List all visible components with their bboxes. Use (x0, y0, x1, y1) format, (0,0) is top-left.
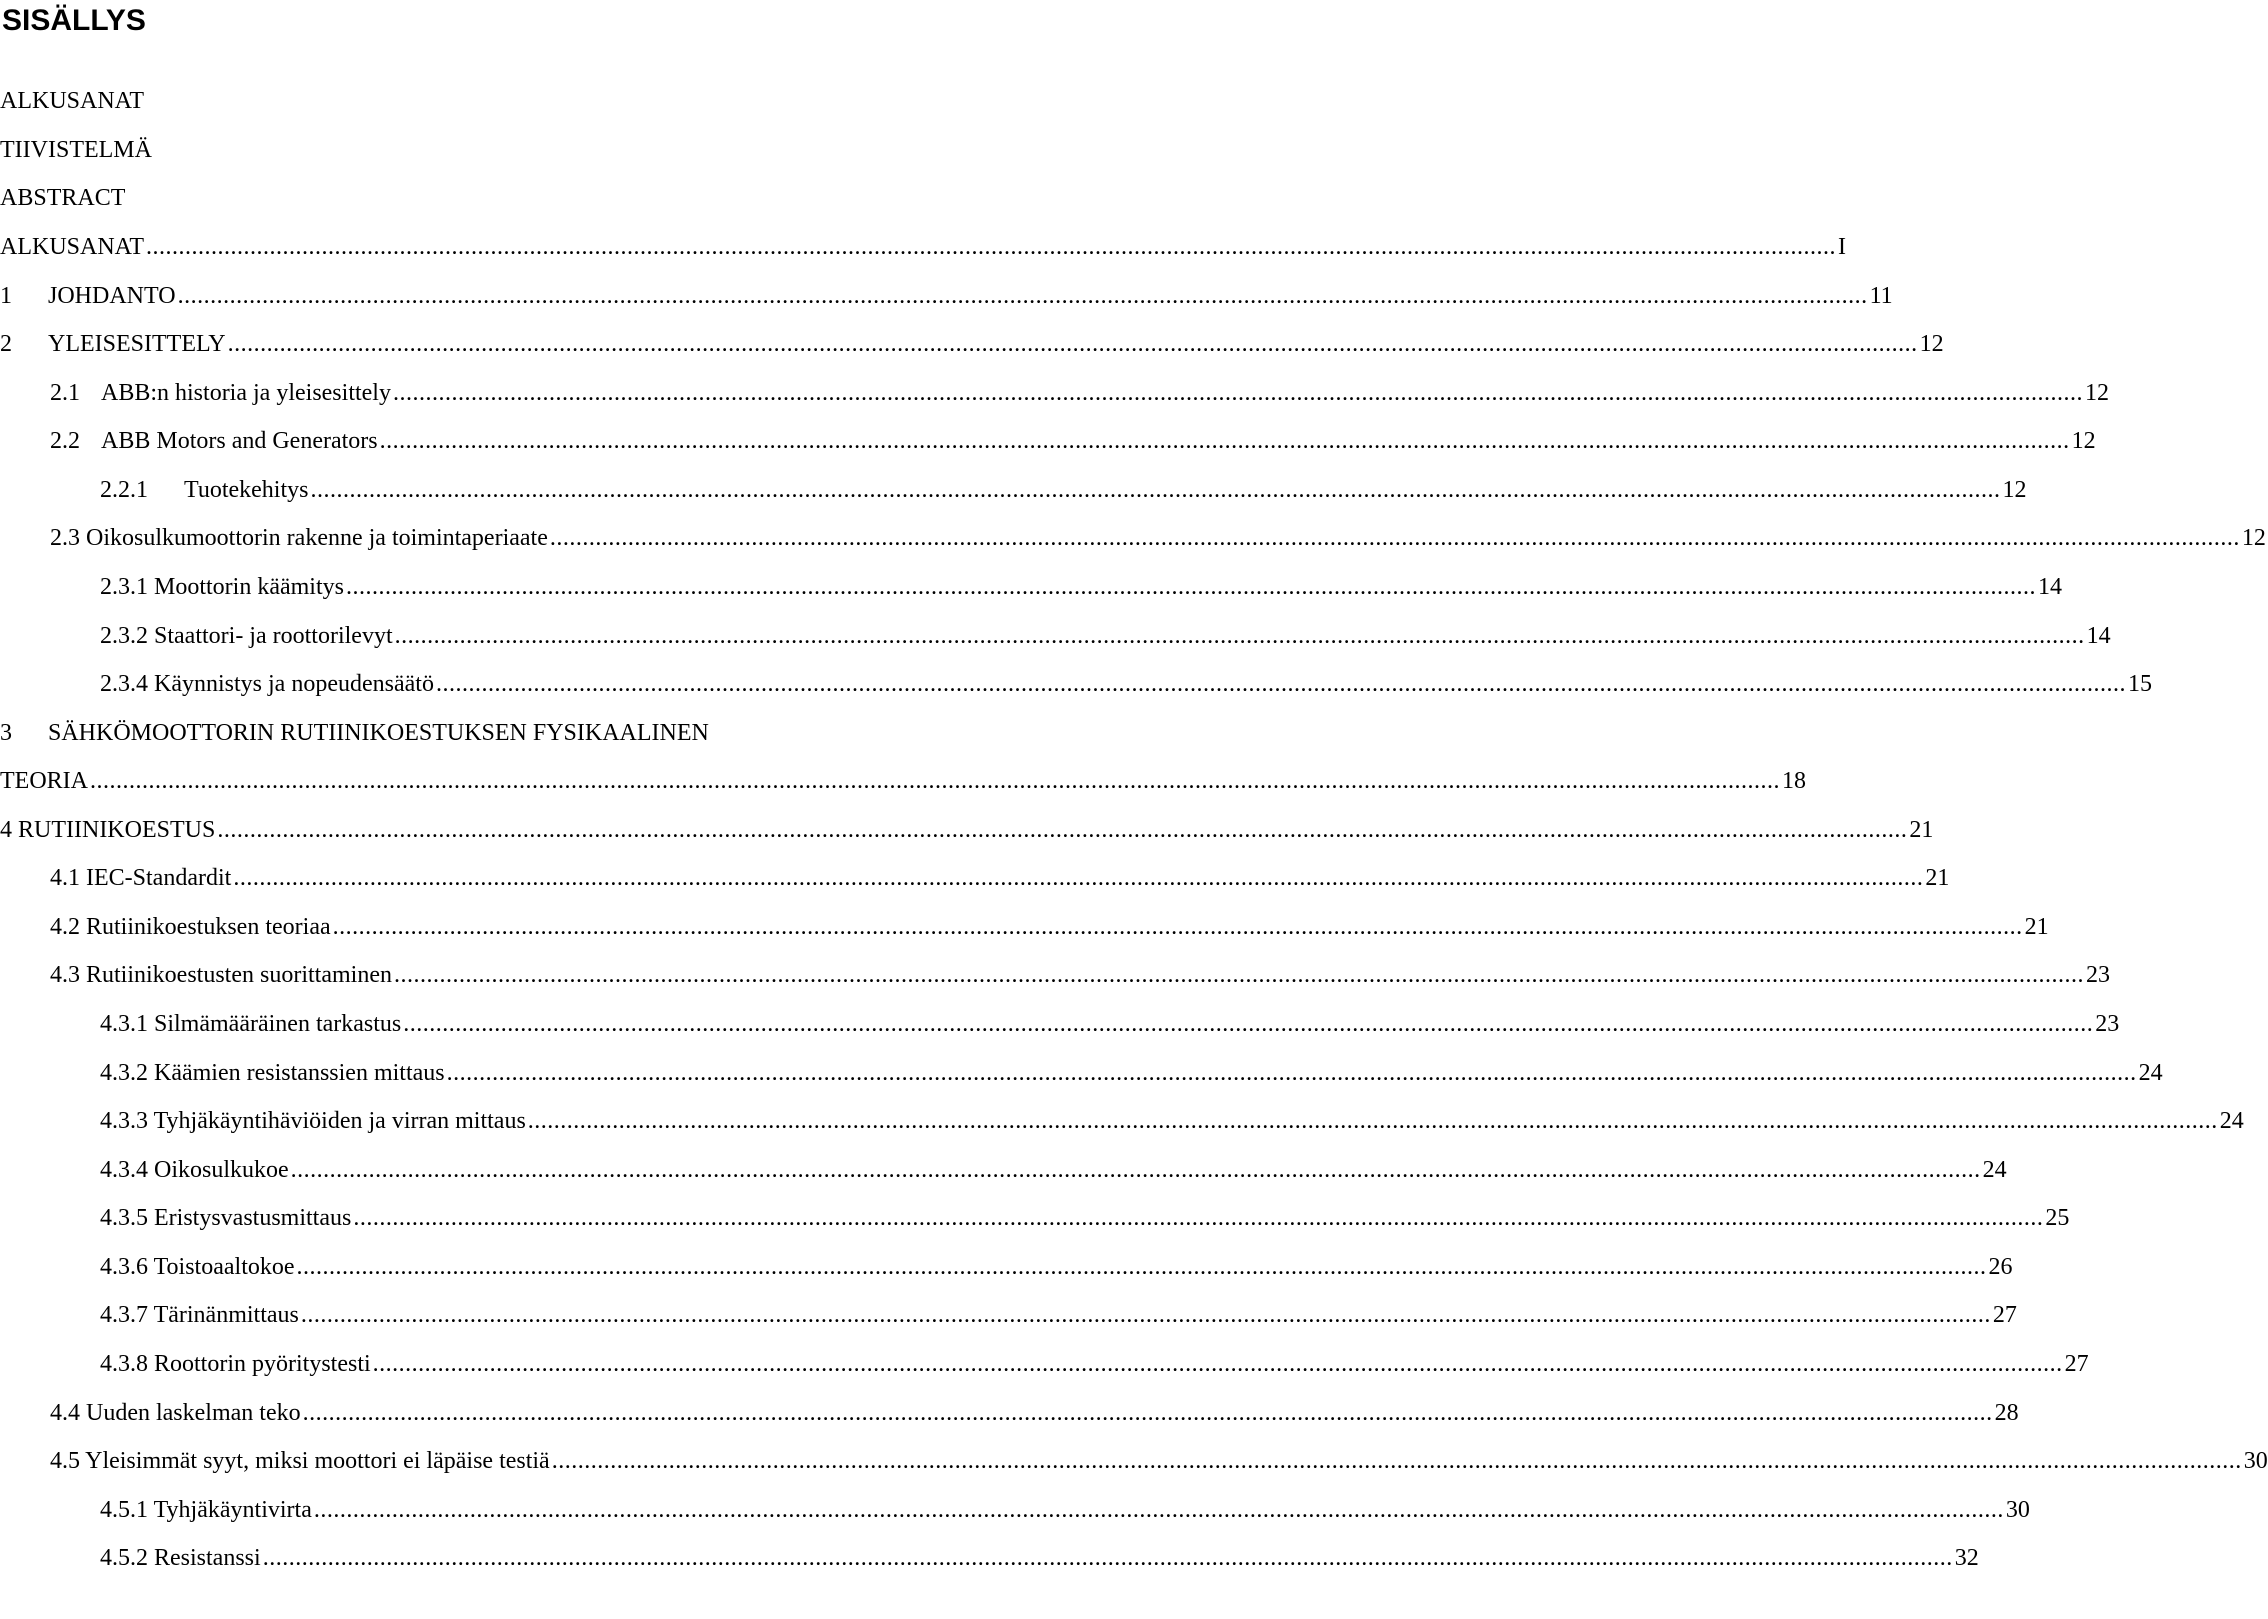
toc-page-number: 23 (2095, 1011, 2120, 1037)
toc-page-number: 24 (2219, 1108, 2244, 1134)
toc-number: 2.1 (50, 380, 80, 406)
toc-page-number: 21 (1925, 865, 1950, 891)
toc-leader-dots: .................................................................................................................................................................................................................................................................... (379, 428, 2070, 454)
toc-front-tiivistelma (0, 134, 600, 166)
toc-leader-dots: .................................................................................................................................................................................................................................................................... (446, 1060, 2137, 1086)
toc-leader-dots: .................................................................................................................................................................................................................................................................... (332, 914, 2023, 940)
toc-leader-dots: .................................................................................................................................................................................................................................................................... (233, 865, 1924, 891)
toc-entry[interactable] (0, 231, 1846, 263)
toc-label: 4.3.2 Käämien resistanssien mittaus (100, 1060, 445, 1086)
toc-label: JOHDANTO (48, 283, 176, 309)
toc-page-number: 32 (1954, 1545, 1979, 1571)
toc-number: 1 (0, 283, 12, 309)
toc-page-number: 15 (2127, 671, 2152, 697)
toc-leader-dots: .................................................................................................................................................................................................................................................................... (392, 380, 2083, 406)
toc-label: ABB Motors and Generators (101, 428, 378, 454)
toc-leader-dots: .................................................................................................................................................................................................................................................................... (296, 1254, 1987, 1280)
toc-leader-dots: .................................................................................................................................................................................................................................................................... (394, 623, 2085, 649)
toc-leader-dots: .................................................................................................................................................................................................................................................................... (549, 525, 2240, 551)
toc-page-number: 14 (2086, 623, 2111, 649)
toc-label: 4.5.1 Tyhjäkäyntivirta (100, 1497, 312, 1523)
toc-number: 2.2 (50, 428, 80, 454)
toc-entry[interactable] (100, 1348, 2089, 1380)
toc-page-number: 24 (1982, 1157, 2007, 1183)
toc-leader-dots: .................................................................................................................................................................................................................................................................... (227, 331, 1918, 357)
toc-leader-dots: .................................................................................................................................................................................................................................................................... (146, 234, 1836, 260)
toc-leader-dots: .................................................................................................................................................................................................................................................................... (217, 817, 1908, 843)
toc-entry[interactable] (100, 1008, 2120, 1040)
toc-label: 4.5 Yleisimmät syyt, miksi moottori ei läpäise testiä (50, 1448, 550, 1474)
toc-entry[interactable] (100, 1154, 2007, 1186)
toc-page-number: 27 (1992, 1302, 2017, 1328)
toc-entry[interactable] (0, 814, 1934, 846)
toc-leader-dots: .................................................................................................................................................................................................................................................................... (435, 671, 2126, 697)
toc-label: SÄHKÖMOOTTORIN RUTIINIKOESTUKSEN FYSIKAALINEN (48, 720, 709, 746)
toc-page-number: 30 (2005, 1497, 2030, 1523)
toc-label: 4.1 IEC-Standardit (50, 865, 232, 891)
toc-entry[interactable] (50, 862, 1950, 894)
toc-entry[interactable] (50, 1445, 2268, 1477)
toc-label: 4.2 Rutiinikoestuksen teoriaa (50, 914, 331, 940)
toc-entry[interactable] (100, 1542, 1979, 1574)
toc-number: 2 (0, 331, 12, 357)
toc-leader-dots: .................................................................................................................................................................................................................................................................... (302, 1400, 1993, 1426)
toc-entry[interactable] (100, 1105, 2244, 1137)
toc-label: 2.3.4 Käynnistys ja nopeudensäätö (100, 671, 434, 697)
toc-page-number: 21 (1909, 817, 1934, 843)
toc-entry[interactable] (100, 1057, 2163, 1089)
toc-leader-dots: .................................................................................................................................................................................................................................................................... (300, 1302, 1991, 1328)
toc-entry[interactable] (0, 328, 1944, 360)
toc-leader-dots: .................................................................................................................................................................................................................................................................... (353, 1205, 2044, 1231)
toc-page-number: 12 (2071, 428, 2096, 454)
toc-leader-dots: .................................................................................................................................................................................................................................................................... (310, 477, 2001, 503)
toc-page-number: 12 (2084, 380, 2109, 406)
toc-page-number: 23 (2085, 962, 2110, 988)
toc-front-abstract (0, 182, 600, 214)
toc-entry[interactable] (0, 280, 1893, 312)
toc-entry[interactable] (50, 911, 2049, 943)
toc-entry[interactable] (0, 765, 1806, 797)
toc-page-number: 25 (2045, 1205, 2070, 1231)
toc-leader-dots: .................................................................................................................................................................................................................................................................... (403, 1011, 2094, 1037)
toc-page-number: 12 (2002, 477, 2027, 503)
toc-page-number: 26 (1988, 1254, 2013, 1280)
toc-page-number: 24 (2138, 1060, 2163, 1086)
toc-label: 4.4 Uuden laskelman teko (50, 1400, 301, 1426)
toc-leader-dots: .................................................................................................................................................................................................................................................................... (89, 768, 1780, 794)
toc-entry[interactable] (100, 1494, 2030, 1526)
toc-label: 4.5.2 Resistanssi (100, 1545, 261, 1571)
toc-label: 4 RUTIINIKOESTUS (0, 817, 216, 843)
toc-page-number: 27 (2064, 1351, 2089, 1377)
toc-label: 4.3.5 Eristysvastusmittaus (100, 1205, 352, 1231)
toc-entry[interactable] (50, 1397, 2019, 1429)
toc-front-alkusanat (0, 85, 600, 117)
toc-page-number: 18 (1781, 768, 1806, 794)
toc-number: 2.2.1 (100, 477, 148, 503)
toc-entry[interactable] (50, 522, 2266, 554)
toc-leader-dots: .................................................................................................................................................................................................................................................................... (551, 1448, 2242, 1474)
toc-page-number: 30 (2243, 1448, 2268, 1474)
toc-label: 4.3.1 Silmämääräinen tarkastus (100, 1011, 402, 1037)
toc-entry[interactable] (100, 571, 2062, 603)
toc-entry[interactable] (50, 377, 2109, 409)
toc-label: 4.3.4 Oikosulkukoe (100, 1157, 289, 1183)
toc-label: YLEISESITTELY (48, 331, 226, 357)
toc-label: 2.3.2 Staattori- ja roottorilevyt (100, 623, 393, 649)
toc-page-number: 12 (1919, 331, 1944, 357)
toc-leader-dots: .................................................................................................................................................................................................................................................................... (393, 962, 2084, 988)
toc-entry[interactable] (100, 1299, 2017, 1331)
toc-entry[interactable] (100, 1251, 2013, 1283)
toc-leader-dots: .................................................................................................................................................................................................................................................................... (313, 1497, 2004, 1523)
toc-label: 2.3 Oikosulkumoottorin rakenne ja toimintaperiaate (50, 525, 548, 551)
toc-label: ALKUSANAT (0, 88, 144, 114)
toc-page-number: 12 (2241, 525, 2266, 551)
toc-label: Tuotekehitys (184, 477, 309, 503)
toc-leader-dots: .................................................................................................................................................................................................................................................................... (177, 283, 1868, 309)
toc-number: 3 (0, 720, 12, 746)
toc-label: TEORIA (0, 768, 88, 794)
toc-entry[interactable] (50, 425, 2096, 457)
toc-entry[interactable] (100, 474, 2027, 506)
toc-entry[interactable] (100, 668, 2152, 700)
toc-leader-dots: .................................................................................................................................................................................................................................................................... (527, 1108, 2218, 1134)
toc-label: TIIVISTELMÄ (0, 137, 152, 163)
toc-entry[interactable] (100, 1202, 2070, 1234)
toc-entry[interactable] (100, 620, 2111, 652)
toc-label: ALKUSANAT (0, 234, 144, 260)
toc-label: ABSTRACT (0, 185, 126, 211)
page-title: SISÄLLYS (2, 4, 146, 37)
toc-label: 4.3.3 Tyhjäkäyntihäviöiden ja virran mittaus (100, 1108, 526, 1134)
toc-label: 2.3.1 Moottorin käämitys (100, 574, 344, 600)
toc-label: 4.3.6 Toistoaaltokoe (100, 1254, 295, 1280)
toc-leader-dots: .................................................................................................................................................................................................................................................................... (345, 574, 2036, 600)
toc-label: ABB:n historia ja yleisesittely (101, 380, 391, 406)
toc-label: 4.3.7 Tärinänmittaus (100, 1302, 299, 1328)
toc-page-number: 14 (2037, 574, 2062, 600)
toc-page-number: I (1838, 234, 1846, 260)
toc-leader-dots: .................................................................................................................................................................................................................................................................... (290, 1157, 1981, 1183)
toc-page-number: 28 (1994, 1400, 2019, 1426)
toc-leader-dots: .................................................................................................................................................................................................................................................................... (262, 1545, 1953, 1571)
toc-leader-dots: .................................................................................................................................................................................................................................................................... (372, 1351, 2063, 1377)
toc-page-number: 11 (1869, 283, 1893, 309)
toc-entry[interactable] (50, 959, 2110, 991)
toc-page-number: 21 (2024, 914, 2049, 940)
toc-entry[interactable] (0, 717, 929, 749)
toc-label: 4.3.8 Roottorin pyöritystesti (100, 1351, 371, 1377)
toc-label: 4.3 Rutiinikoestusten suorittaminen (50, 962, 392, 988)
